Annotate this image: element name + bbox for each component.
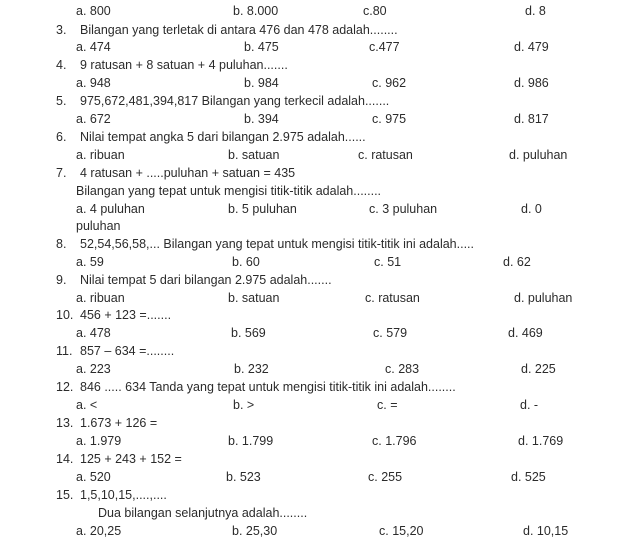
- question-text: Nilai tempat angka 5 dari bilangan 2.975 adalah......: [80, 130, 366, 144]
- option-a: a. 478: [76, 326, 111, 340]
- options-row-6: [0, 146, 638, 164]
- question-text: 1.673 + 126 =: [80, 416, 158, 430]
- option-c: c. ratusan: [365, 291, 420, 305]
- question-number: 7.: [56, 166, 67, 180]
- question-number: 8.: [56, 237, 67, 251]
- question-number: 14.: [56, 452, 74, 466]
- options-row-10: [0, 324, 638, 342]
- options-row-5: [0, 110, 638, 128]
- option-c: c. 975: [372, 112, 407, 126]
- options-row-7-wrap: [0, 217, 638, 235]
- option-a: a. 672: [76, 112, 111, 126]
- options-row-9: [0, 289, 638, 307]
- option-d: d. 225: [521, 362, 556, 376]
- option-b: b. 523: [226, 470, 261, 484]
- question-text: 9 ratusan + 8 satuan + 4 puluhan.......: [80, 58, 288, 72]
- option-b: b. 5 puluhan: [228, 202, 297, 216]
- options-row-top: [0, 2, 638, 20]
- question-12: [0, 378, 638, 396]
- question-text: 125 + 243 + 152 =: [80, 452, 182, 466]
- option-c: c. 1.796: [372, 434, 417, 448]
- question-number: 15.: [56, 488, 74, 502]
- question-7-subtext: [0, 182, 638, 200]
- option-c: c. 15,20: [379, 524, 424, 538]
- question-text: Nilai tempat 5 dari bilangan 2.975 adalah.......: [80, 273, 332, 287]
- question-10: [0, 306, 638, 324]
- question-4: [0, 56, 638, 74]
- options-row-3: [0, 38, 638, 56]
- question-8: [0, 235, 638, 253]
- question-text: 456 + 123 =.......: [80, 308, 172, 322]
- option-b: b. 25,30: [232, 524, 278, 538]
- question-text: 1,5,10,15,....,....: [80, 488, 167, 502]
- question-number: 5.: [56, 94, 67, 108]
- option-c: c. 962: [372, 76, 407, 90]
- option-b: b. satuan: [228, 291, 280, 305]
- question-subtext: Dua bilangan selanjutnya adalah........: [98, 506, 308, 520]
- option-d: d. -: [520, 398, 539, 412]
- question-number: 13.: [56, 416, 74, 430]
- option-b: b. 232: [234, 362, 269, 376]
- option-c: c.80: [363, 4, 387, 18]
- option-a: a. 20,25: [76, 524, 122, 538]
- option-d: d. 817: [514, 112, 549, 126]
- option-b: b. satuan: [228, 148, 280, 162]
- option-d: d. 469: [508, 326, 543, 340]
- option-d: d. puluhan: [509, 148, 568, 162]
- option-c: c. =: [377, 398, 398, 412]
- option-b: b. 394: [244, 112, 279, 126]
- question-5: [0, 92, 638, 110]
- options-row-13: [0, 432, 638, 450]
- question-13: [0, 414, 638, 432]
- question-text: 975,672,481,394,817 Bilangan yang terkecil adalah.......: [80, 94, 390, 108]
- option-d: d. 525: [511, 470, 546, 484]
- question-6: [0, 128, 638, 146]
- option-d: d. 0: [521, 202, 542, 216]
- option-c: c.477: [369, 40, 400, 54]
- question-subtext: Bilangan yang tepat untuk mengisi titik-titik adalah........: [76, 184, 382, 198]
- question-text: 4 ratusan + .....puluhan + satuan = 435: [80, 166, 296, 180]
- option-d: d. 1.769: [518, 434, 564, 448]
- question-number: 10.: [56, 308, 74, 322]
- question-11: [0, 342, 638, 360]
- option-d: d. 8: [525, 4, 546, 18]
- option-b: b. 8.000: [233, 4, 279, 18]
- option-d: d. 986: [514, 76, 549, 90]
- question-number: 3.: [56, 23, 67, 37]
- option-d: d. 479: [514, 40, 549, 54]
- option-a: a. 520: [76, 470, 111, 484]
- option-c: c. 283: [385, 362, 420, 376]
- question-15-subtext: [0, 504, 638, 522]
- question-number: 6.: [56, 130, 67, 144]
- options-row-14: [0, 468, 638, 486]
- question-9: [0, 271, 638, 289]
- option-a: a. ribuan: [76, 148, 125, 162]
- question-number: 9.: [56, 273, 67, 287]
- option-c: c. 51: [374, 255, 402, 269]
- option-a: a. 800: [76, 4, 111, 18]
- question-text: 52,54,56,58,... Bilangan yang tepat untuk mengisi titik-titik ini adalah.....: [80, 237, 474, 251]
- options-row-4: [0, 74, 638, 92]
- option-a: a. 4 puluhan: [76, 202, 145, 216]
- option-a: a. ribuan: [76, 291, 125, 305]
- question-15: [0, 486, 638, 504]
- option-c: c. 579: [373, 326, 408, 340]
- question-3: [0, 21, 638, 39]
- option-a: a. 223: [76, 362, 111, 376]
- options-row-12: [0, 396, 638, 414]
- question-text: 846 ..... 634 Tanda yang tepat untuk mengisi titik-titik ini adalah........: [80, 380, 456, 394]
- option-a: a. 948: [76, 76, 111, 90]
- option-b: b. >: [233, 398, 255, 412]
- option-a: a. <: [76, 398, 98, 412]
- option-c: c. 255: [368, 470, 403, 484]
- option-b: b. 1.799: [228, 434, 274, 448]
- option-a: a. 1.979: [76, 434, 122, 448]
- option-b: b. 569: [231, 326, 266, 340]
- question-number: 12.: [56, 380, 74, 394]
- question-14: [0, 450, 638, 468]
- option-a-wrap: puluhan: [76, 219, 121, 233]
- options-row-15: [0, 522, 638, 540]
- question-number: 4.: [56, 58, 67, 72]
- option-c: c. ratusan: [358, 148, 413, 162]
- question-number: 11.: [56, 344, 73, 358]
- options-row-8: [0, 253, 638, 271]
- option-d: d. 10,15: [523, 524, 569, 538]
- option-a: a. 474: [76, 40, 111, 54]
- options-row-7: [0, 200, 638, 218]
- option-b: b. 60: [232, 255, 260, 269]
- option-b: b. 475: [244, 40, 279, 54]
- option-a: a. 59: [76, 255, 104, 269]
- option-c: c. 3 puluhan: [369, 202, 438, 216]
- option-d: d. 62: [503, 255, 531, 269]
- question-text: 857 – 634 =........: [80, 344, 175, 358]
- question-7: [0, 164, 638, 182]
- options-row-11: [0, 360, 638, 378]
- option-b: b. 984: [244, 76, 279, 90]
- option-d: d. puluhan: [514, 291, 573, 305]
- question-text: Bilangan yang terletak di antara 476 dan 478 adalah........: [80, 23, 398, 37]
